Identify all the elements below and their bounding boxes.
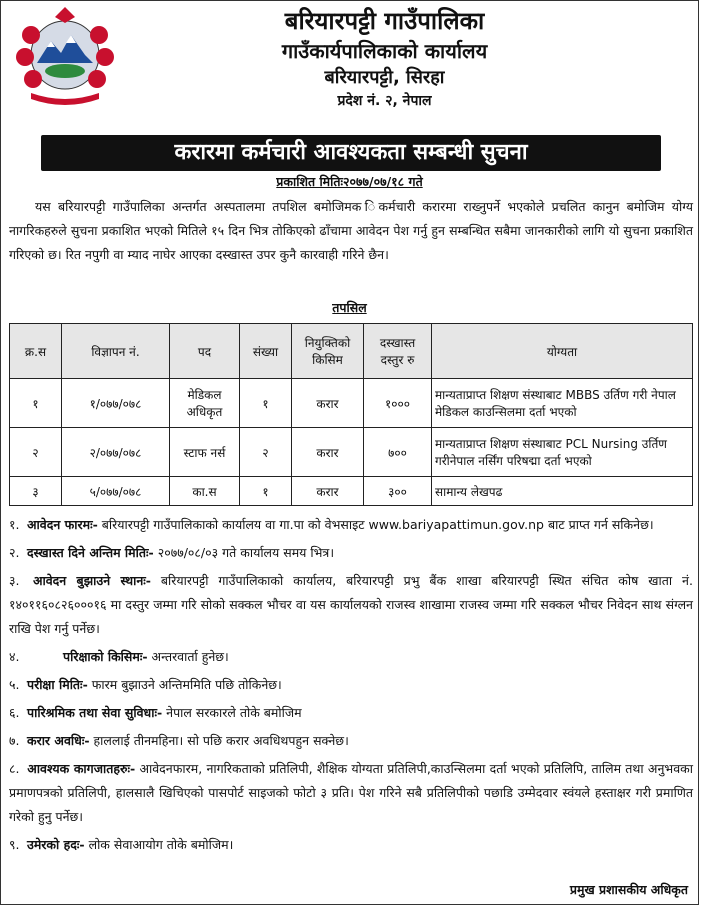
clause-remuneration — [9, 701, 693, 725]
table-header-row — [10, 324, 693, 379]
clause-text: अन्तरवार्ता हुनेछ। — [151, 649, 229, 664]
clause-text: बरियारपट्टी गाउँपालिकाको कार्यालय वा गा.पा को वेभसाइट www.bariyapattimun.gov.np बाट प्राप्त गर्न सकिनेछ। — [101, 517, 654, 532]
clause-text: नेपाल सरकारले तोके बमोजिम — [166, 705, 302, 720]
table-cell: ३०० — [364, 477, 432, 506]
clause-number: २. — [9, 545, 20, 560]
table-cell: १ — [240, 477, 292, 506]
notice-title: करारमा कर्मचारी आवश्यकता सम्बन्धी सुचना — [41, 135, 661, 171]
clause-text: २०७७/०८/०३ गते कार्यालय समय भित्र। — [157, 545, 335, 560]
table-cell: मान्यताप्राप्त शिक्षण संस्थाबाट PCL Nursing उर्तिण गरीनेपाल नर्सिंग परिषद्मा दर्ता भएको — [432, 428, 693, 477]
clause-label: उमेरको हदः- — [26, 837, 85, 852]
clause-text: लोक सेवाआयोग तोके बमोजिम। — [88, 837, 234, 852]
clause-label: परीक्षा मितिः- — [26, 677, 88, 692]
intro-paragraph: यस बरियारपट्टी गाउँपालिका अन्तर्गत अस्पतालमा तपशिल बमोजिमक िकर्मचारी करारमा राख्नुपर्ने भएकोले प्रचलित कानुन बमोजिम योग्य नागरिकहरुले सुचना प्रकाशित भएको मितिले १५ दिन भित्र तोकिएको ढाँचामा आवेदन पेश गर्नु हुन सम्बन्धित सबैमा जानकारीको लागि यो सुचना प्रकाशित गरिएको छ। रित नपुगी वा म्याद नाघेर आएका दस्खास्त उपर कुनै कारवाही गरिने छैन। — [9, 199, 693, 262]
clause-application-form — [9, 513, 693, 537]
table-cell: करार — [292, 477, 364, 506]
clause-number: ८. — [9, 761, 20, 776]
table-cell: का.स — [170, 477, 240, 506]
col-header: पद — [170, 324, 240, 379]
table-cell: ३ — [10, 477, 62, 506]
clause-label: पारिश्रमिक तथा सेवा सुविधाः- — [26, 705, 163, 720]
table-cell: करार — [292, 428, 364, 477]
clause-number: ५. — [9, 677, 20, 692]
table-caption: तपसिल — [332, 300, 367, 315]
clause-age-limit — [9, 833, 693, 857]
table-cell: २/०७७/०७८ — [62, 428, 170, 477]
col-header: क्र.स — [10, 324, 62, 379]
clause-number: ६. — [9, 705, 20, 720]
table-cell: करार — [292, 379, 364, 428]
clause-exam-type — [9, 645, 693, 669]
municipality-name: बरियारपट्टी गाउँपालिका — [284, 7, 485, 35]
table-cell: ७०० — [364, 428, 432, 477]
vacancy-table — [9, 323, 693, 506]
office-header — [1, 5, 698, 112]
office-name: गाउँकार्यपालिकाको कार्यालय — [281, 39, 488, 63]
col-header: दस्खास्त दस्तुर रु — [364, 324, 432, 379]
clause-text: हाललाई तीनमहिना। सो पछि करार अवधिथपहुन सक्नेछ। — [93, 733, 349, 748]
table-row — [10, 379, 693, 428]
clause-number: ९. — [9, 837, 20, 852]
table-cell: १००० — [364, 379, 432, 428]
clause-label: परिक्षाको किसिमः- — [63, 649, 148, 664]
clause-contract-period — [9, 729, 693, 753]
clause-text: बरियारपट्टी गाउँपालिकाको कार्यालय, बरियारपट्टी प्रभु बैंक शाखा बरियारपट्टी स्थित संचित कोष खाता नं. १४०११६०८२६०००१६ मा दस्तुर जम्मा गरि सोको सक्कल भौचर वा यस कार्यालयको राजस्व शाखामा राजस्व जम्मा गरि सक्कल भौचर निवेदन साथ संग्लन राखि पेश गर्नु पर्नेछ। — [9, 573, 693, 636]
clause-label: दस्खास्त दिने अन्तिम मितिः- — [26, 545, 154, 560]
notice-clauses — [9, 513, 693, 861]
table-cell: सामान्य लेखपढ — [432, 477, 693, 506]
clause-number: ३. — [9, 573, 20, 588]
clause-label: आवश्यक कागजातहरुः- — [27, 761, 136, 776]
table-cell: ५/०७७/०७८ — [62, 477, 170, 506]
clause-number: ४. — [9, 649, 20, 664]
signatory-title: प्रमुख प्रशासकीय अधिकृत — [569, 882, 688, 897]
col-header: विज्ञापन नं. — [62, 324, 170, 379]
clause-deadline — [9, 541, 693, 565]
table-cell: १/०७७/०७८ — [62, 379, 170, 428]
clause-label: आवेदन बुझाउने स्थानः- — [32, 573, 151, 588]
table-cell: १ — [240, 379, 292, 428]
col-header: संख्या — [240, 324, 292, 379]
clause-submission-place — [9, 569, 693, 641]
office-location: बरियारपट्टी, सिरहा — [324, 67, 445, 88]
table-cell: १ — [10, 379, 62, 428]
table-cell: मेडिकल अधिकृत — [170, 379, 240, 428]
table-cell: मान्यताप्राप्त शिक्षण संस्थाबाट MBBS उर्तिण गरी नेपाल मेडिकल काउन्सिलमा दर्ता भएको — [432, 379, 693, 428]
clause-number: ७. — [9, 733, 20, 748]
table-cell: २ — [240, 428, 292, 477]
clause-label: आवेदन फारमः- — [26, 517, 98, 532]
clause-number: १. — [9, 517, 20, 532]
province-line: प्रदेश नं. २, नेपाल — [337, 93, 432, 109]
table-row — [10, 477, 693, 506]
col-header: योग्यता — [432, 324, 693, 379]
published-date: प्रकाशित मितिः२०७७/०७/१८ गते — [276, 174, 423, 189]
clause-required-documents — [9, 757, 693, 829]
table-cell: स्टाफ नर्स — [170, 428, 240, 477]
table-row — [10, 428, 693, 477]
clause-text: आवेदनफारम, नागरिकताको प्रतिलिपी, शैक्षिक योग्यता प्रतिलिपी,काउन्सिलमा दर्ता भएको प्रतिलिपि, तालिम तथा अनुभवका प्रमाणपत्रको प्रतिलिपी, हालसालै खिचिएको पासपोर्ट साइजको फोटो ३ प्रति। पेश गरिने सबै प्रतिलिपीको पछाडि उम्मेदवार स्वंयले हस्ताक्षर गरी प्रमाणित गरेको हुनु पर्नेछ। — [9, 761, 693, 824]
clause-label: करार अवधिः- — [26, 733, 90, 748]
clause-text: फारम बुझाउने अन्तिममिति पछि तोकिनेछ। — [91, 677, 282, 692]
col-header: नियुक्तिको किसिम — [292, 324, 364, 379]
clause-exam-date — [9, 673, 693, 697]
table-cell: २ — [10, 428, 62, 477]
